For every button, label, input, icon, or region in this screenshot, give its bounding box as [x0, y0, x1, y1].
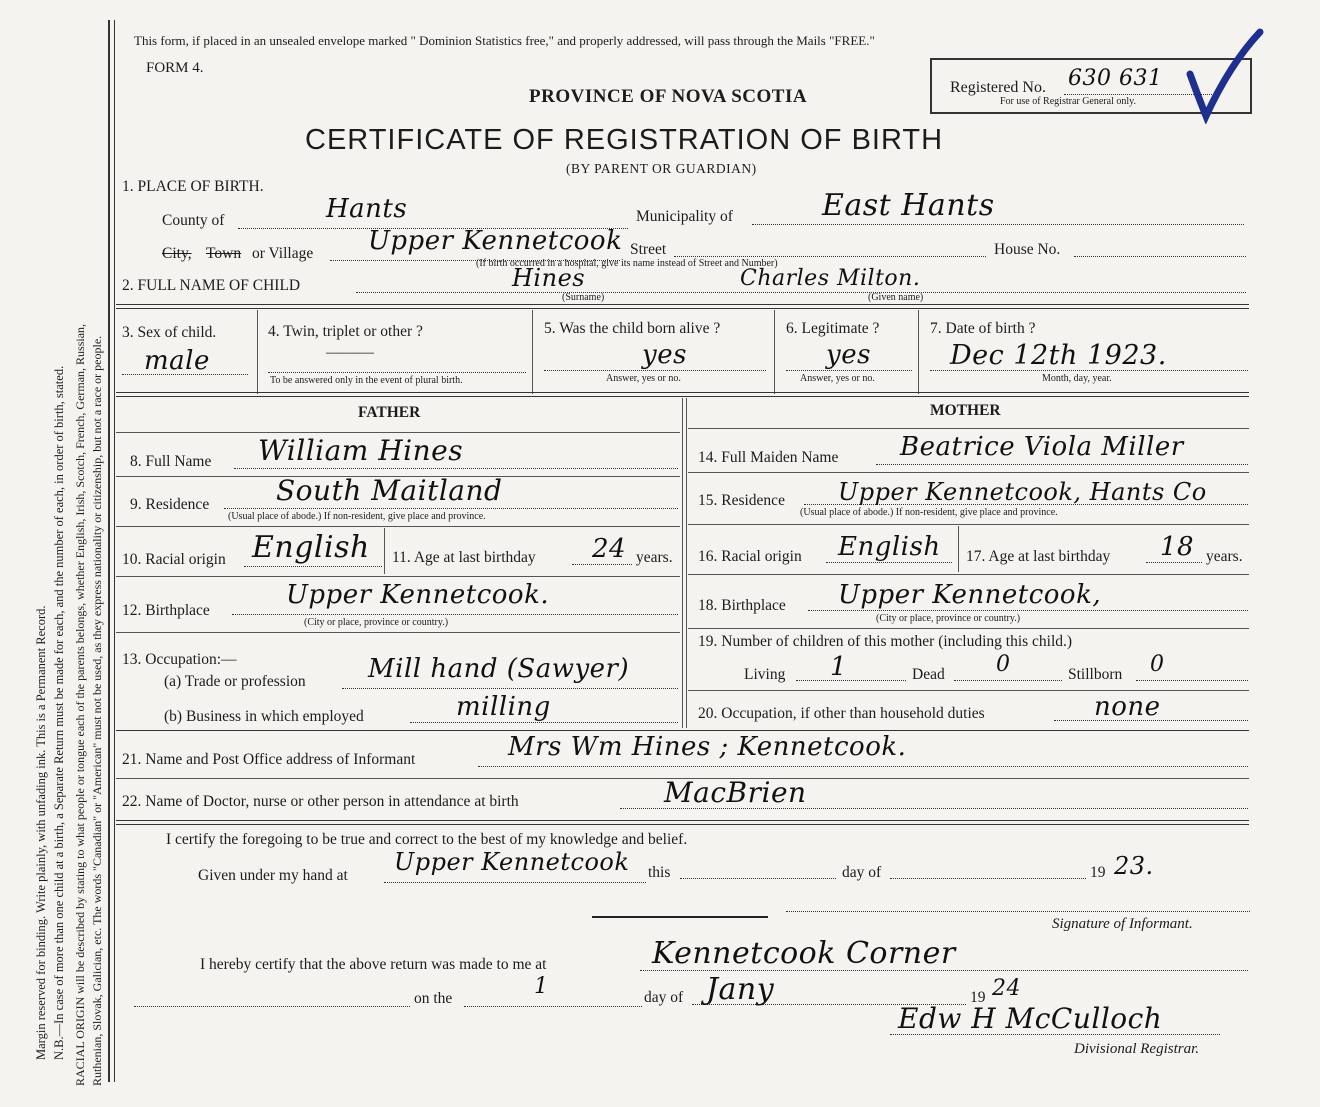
city-struck: City, — [162, 245, 192, 262]
informant-value: Mrs Wm Hines ; Kennetcook. — [508, 732, 907, 762]
stillborn-label: Stillborn — [1068, 666, 1123, 683]
day-of-label: day of — [842, 864, 882, 881]
registered-value: 630 631 — [1068, 66, 1163, 91]
street-label: Street — [630, 241, 667, 258]
mother-birthplace-value: Upper Kennetcook, — [838, 580, 1102, 610]
margin-note-4: Ruthenian, Slovak, Galician, etc. The words "Canadian" or "American" must not be used, as they express nationality or citizenship, but not a race or people. — [90, 335, 104, 1086]
living-value: 1 — [830, 652, 848, 682]
county-label: County of — [162, 212, 225, 229]
town-struck: Town — [206, 245, 242, 262]
legitimate-value: yes — [826, 340, 871, 370]
mail-note: This form, if placed in an unsealed envelope marked " Dominion Statistics free," and properly addressed, will pass through the Mails "FREE." — [134, 33, 875, 48]
mother-residence-label: 15. Residence — [698, 492, 785, 509]
registration-month-value: Jany — [706, 972, 775, 1007]
father-name-value: William Hines — [258, 434, 464, 467]
registration-year-prefix: 19 — [970, 989, 986, 1006]
child-given-value: Charles Milton. — [740, 266, 921, 291]
dob-note: Month, day, year. — [1042, 373, 1112, 384]
margin-rule-inner — [114, 20, 115, 1082]
mother-name-label: 14. Full Maiden Name — [698, 449, 839, 466]
father-business-label: (b) Business in which employed — [164, 708, 364, 725]
mother-birthplace-note: (City or place, province or country.) — [876, 613, 1021, 624]
certificate-subtitle: (BY PARENT OR GUARDIAN) — [566, 161, 757, 176]
father-business-value: milling — [456, 692, 551, 722]
dead-label: Dead — [912, 666, 945, 683]
father-occupation-label: 13. Occupation:— — [122, 651, 237, 668]
registered-label: Registered No. — [950, 79, 1046, 96]
informant-label: 21. Name and Post Office address of Informant — [122, 751, 416, 768]
dob-value: Dec 12th 1923. — [950, 340, 1167, 371]
margin-note-1: Margin reserved for binding. Write plainly, with unfading ink. This is a Permanent Record. — [34, 605, 48, 1060]
given-caption: (Given name) — [868, 292, 924, 303]
child-surname-value: Hines — [512, 264, 586, 292]
hospital-note: (If birth occurred in a hospital, give its name instead of Street and Number) — [476, 258, 778, 269]
mother-children-label: 19. Number of children of this mother (including this child.) — [698, 633, 1073, 650]
margin-note-2: N.B.—In case of more than one child at a birth, a Separate Return must be made for each, and the number of each, in order of birth, stated. — [52, 365, 66, 1060]
legitimate-label: 6. Legitimate ? — [786, 320, 880, 337]
twin-value: ——— — [326, 344, 374, 361]
doctor-value: MacBrien — [664, 776, 807, 809]
twin-label: 4. Twin, triplet or other ? — [268, 323, 423, 340]
mother-race-label: 16. Racial origin — [698, 548, 802, 565]
alive-value: yes — [642, 340, 687, 370]
child-name-label: 2. FULL NAME OF CHILD — [122, 277, 301, 294]
twin-note: To be answered only in the event of plural birth. — [270, 375, 463, 386]
father-residence-value: South Maitland — [276, 474, 503, 507]
place-of-birth-heading: 1. PLACE OF BIRTH. — [122, 178, 264, 195]
registrar-signature: Edw H McCulloch — [898, 1002, 1163, 1035]
stillborn-value: 0 — [1150, 652, 1165, 677]
registration-year-value: 24 — [992, 976, 1021, 1001]
municipality-label: Municipality of — [636, 208, 733, 225]
registrar-place-value: Kennetcook Corner — [652, 936, 956, 971]
mother-birthplace-label: 18. Birthplace — [698, 597, 786, 614]
registration-day-of-label: day of — [644, 989, 684, 1006]
dead-value: 0 — [996, 652, 1011, 677]
registrar-note: For use of Registrar General only. — [1000, 96, 1136, 107]
dob-label: 7. Date of birth ? — [930, 320, 1036, 337]
father-residence-label: 9. Residence — [130, 496, 210, 513]
doctor-label: 22. Name of Doctor, nurse or other person in attendance at birth — [122, 793, 519, 810]
margin-rule — [108, 20, 110, 1082]
informant-signature-label: Signature of Informant. — [1052, 916, 1193, 932]
father-trade-value: Mill hand (Sawyer) — [368, 654, 630, 684]
house-number-label: House No. — [994, 241, 1061, 258]
father-years-label: years. — [636, 549, 673, 566]
village-value: Upper Kennetcook — [368, 226, 623, 256]
mother-residence-note: (Usual place of abode.) If non-resident, give place and province. — [800, 507, 1058, 518]
surname-caption: (Surname) — [562, 292, 605, 303]
certification-statement: I certify the foregoing to be true and correct to the best of my knowledge and belief. — [166, 831, 688, 848]
registration-day-value: 1 — [534, 974, 549, 999]
village-label: or Village — [252, 245, 314, 262]
form-number: FORM 4. — [146, 60, 204, 76]
check-mark — [1180, 24, 1270, 124]
registrar-certify-text: I hereby certify that the above return was made to me at — [200, 956, 547, 973]
municipality-value: East Hants — [822, 188, 995, 223]
alive-note: Answer, yes or no. — [606, 373, 681, 384]
mother-occupation-value: none — [1094, 692, 1161, 722]
certificate-title: CERTIFICATE OF REGISTRATION OF BIRTH — [305, 124, 944, 156]
mother-residence-value: Upper Kennetcook, Hants Co — [838, 478, 1207, 506]
margin-note-3: RACIAL ORIGIN will be described by stating to what people or tongue each of the parents belongs, whether English, Irish, Scotch, French, German, Russian, — [73, 323, 87, 1086]
county-value: Hants — [326, 194, 408, 224]
province-heading: PROVINCE OF NOVA SCOTIA — [529, 86, 808, 107]
mother-heading: MOTHER — [930, 402, 1001, 419]
sex-label: 3. Sex of child. — [122, 324, 217, 341]
on-the-label: on the — [414, 990, 453, 1007]
father-birthplace-value: Upper Kennetcook. — [286, 580, 550, 610]
mother-age-value: 18 — [1160, 532, 1195, 562]
father-age-value: 24 — [592, 534, 627, 564]
legitimate-note: Answer, yes or no. — [800, 373, 875, 384]
living-label: Living — [744, 666, 786, 683]
father-birthplace-label: 12. Birthplace — [122, 602, 210, 619]
divisional-registrar-label: Divisional Registrar. — [1074, 1041, 1200, 1057]
father-heading: FATHER — [358, 404, 421, 421]
year-prefix: 19 — [1090, 864, 1106, 881]
this-label: this — [648, 864, 671, 881]
father-age-label: 11. Age at last birthday — [392, 549, 536, 566]
sex-value: male — [144, 346, 210, 376]
year-value: 23. — [1114, 852, 1154, 880]
given-under-hand-label: Given under my hand at — [198, 867, 348, 884]
father-race-value: English — [252, 530, 370, 565]
mother-occupation-label: 20. Occupation, if other than household duties — [698, 705, 985, 722]
mother-years-label: years. — [1206, 548, 1243, 565]
father-name-label: 8. Full Name — [130, 453, 212, 470]
father-residence-note: (Usual place of abode.) If non-resident, give place and province. — [228, 511, 486, 522]
mother-name-value: Beatrice Viola Miller — [900, 432, 1184, 462]
given-place-value: Upper Kennetcook — [394, 848, 630, 876]
father-birthplace-note: (City or place, province or country.) — [304, 617, 449, 628]
father-trade-label: (a) Trade or profession — [164, 673, 306, 690]
mother-age-label: 17. Age at last birthday — [966, 548, 1111, 565]
father-race-label: 10. Racial origin — [122, 551, 226, 568]
alive-label: 5. Was the child born alive ? — [544, 320, 721, 337]
mother-race-value: English — [838, 532, 941, 562]
